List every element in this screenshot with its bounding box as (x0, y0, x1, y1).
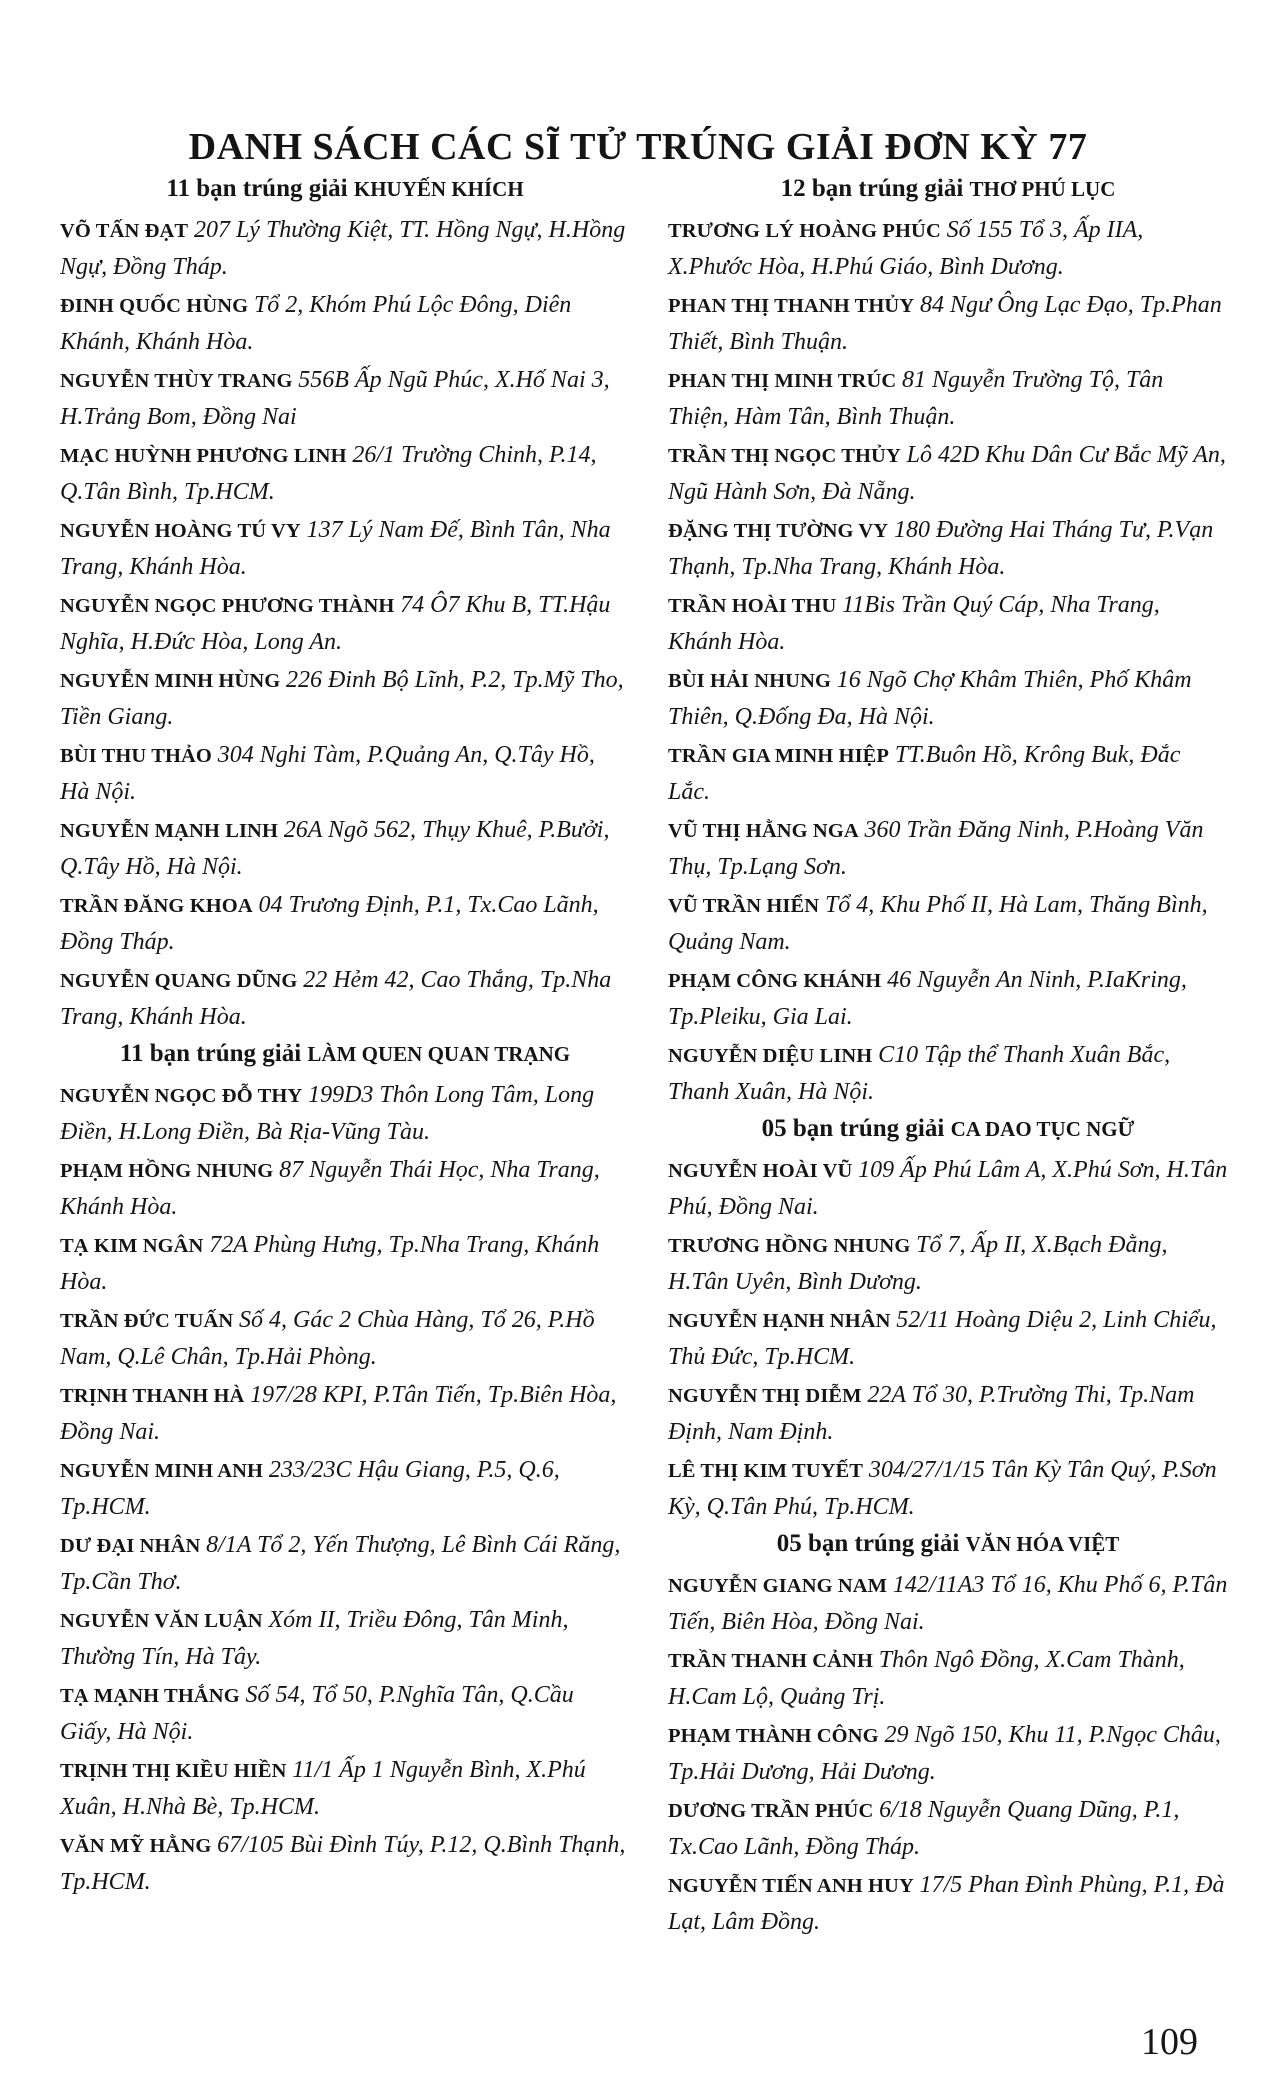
list-item (668, 812, 1228, 885)
section-heading (60, 172, 630, 206)
list-item (668, 1037, 1228, 1110)
winner-name: ĐẶNG THỊ TƯỜNG VY (668, 520, 889, 542)
winner-name: MẠC HUỲNH PHƯƠNG LINH (60, 445, 347, 467)
section-ca-dao-tuc-ngu (668, 1112, 1228, 1525)
list-item (668, 212, 1228, 285)
winner-address: 226 Đinh Bộ Lĩnh, P.2, Tp.Mỹ Tho, Tiền Giang. (60, 667, 624, 730)
winner-address: 72A Phùng Hưng, Tp.Nha Trang, Khánh Hòa. (60, 1232, 600, 1295)
list-item (668, 587, 1228, 660)
winner-name: TRỊNH THỊ KIỀU HIỀN (60, 1760, 287, 1782)
list-item (668, 887, 1228, 960)
winner-address: Số 54, Tổ 50, P.Nghĩa Tân, Q.Cầu Giấy, Hà Nội. (60, 1682, 574, 1745)
list-item (60, 1152, 630, 1225)
winner-name: NGUYỄN TIẾN ANH HUY (668, 1875, 914, 1897)
winner-name: PHAN THỊ MINH TRÚC (668, 370, 897, 392)
list-item (668, 1302, 1228, 1375)
list-item (668, 1377, 1228, 1450)
winner-address: 360 Trần Đăng Ninh, P.Hoàng Văn Thụ, Tp.Lạng Sơn. (668, 817, 1204, 880)
winner-name: NGUYỄN HOÀNG TÚ VY (60, 520, 301, 542)
list-item (60, 1452, 630, 1525)
list-item (60, 287, 630, 360)
list-item (668, 1642, 1228, 1715)
list-item (668, 962, 1228, 1035)
list-item (60, 962, 630, 1035)
list-item (668, 287, 1228, 360)
list-item (668, 1792, 1228, 1865)
winner-name: NGUYỄN MINH HÙNG (60, 670, 281, 692)
winner-name: NGUYỄN DIỆU LINH (668, 1045, 873, 1067)
winner-address: 74 Ô7 Khu B, TT.Hậu Nghĩa, H.Đức Hòa, Long An. (60, 592, 611, 655)
winner-name: PHẠM HỒNG NHUNG (60, 1160, 274, 1182)
winner-address: Xóm II, Triều Đông, Tân Minh, Thường Tín, Hà Tây. (60, 1607, 569, 1670)
heading-count: 12 bạn trúng giải (780, 175, 964, 202)
winner-address: Số 4, Gác 2 Chùa Hàng, Tổ 26, P.Hồ Nam, Q.Lê Chân, Tp.Hải Phòng. (60, 1307, 595, 1370)
list-item (668, 1717, 1228, 1790)
winner-address: 6/18 Nguyễn Quang Dũng, P.1, Tx.Cao Lãnh, Đồng Tháp. (668, 1797, 1180, 1860)
section-heading (668, 1112, 1228, 1146)
winner-name: VÕ TẤN ĐẠT (60, 220, 189, 242)
winner-name: TRƯƠNG HỒNG NHUNG (668, 1235, 911, 1257)
winner-address: 304 Nghi Tàm, P.Quảng An, Q.Tây Hồ, Hà Nội. (60, 742, 595, 805)
winner-address: 142/11A3 Tổ 16, Khu Phố 6, P.Tân Tiến, Biên Hòa, Đồng Nai. (668, 1572, 1228, 1635)
winner-address: C10 Tập thể Thanh Xuân Bắc, Thanh Xuân, Hà Nội. (668, 1042, 1171, 1105)
winner-address: 8/1A Tổ 2, Yến Thượng, Lê Bình Cái Răng, Tp.Cần Thơ. (60, 1532, 621, 1595)
list-item (60, 1827, 630, 1900)
winner-name: BÙI THU THẢO (60, 745, 212, 767)
winner-address: 197/28 KPI, P.Tân Tiến, Tp.Biên Hòa, Đồng Nai. (60, 1382, 617, 1445)
section-heading (668, 172, 1228, 206)
heading-category: CA DAO TỤC NGỮ (950, 1117, 1135, 1141)
list-item (60, 662, 630, 735)
list-item (60, 1302, 630, 1375)
winner-name: NGUYỄN MẠNH LINH (60, 820, 278, 842)
winner-address: 207 Lý Thường Kiệt, TT. Hồng Ngự, H.Hồng Ngự, Đồng Tháp. (60, 217, 626, 280)
winner-address: 04 Trương Định, P.1, Tx.Cao Lãnh, Đồng Tháp. (60, 892, 599, 955)
list-item (60, 437, 630, 510)
winner-address: 52/11 Hoàng Diệu 2, Linh Chiểu, Thủ Đức, Tp.HCM. (668, 1307, 1217, 1370)
winner-name: TẠ MẠNH THẮNG (60, 1685, 240, 1707)
winner-address: 22 Hẻm 42, Cao Thắng, Tp.Nha Trang, Khánh Hòa. (60, 967, 612, 1030)
winner-address: 26A Ngõ 562, Thụy Khuê, P.Bưởi, Q.Tây Hồ, Hà Nội. (60, 817, 610, 880)
heading-category: THƠ PHÚ LỤC (969, 177, 1116, 201)
list-item (60, 1677, 630, 1750)
winner-name: NGUYỄN NGỌC ĐỖ THY (60, 1085, 303, 1107)
right-column (668, 172, 1228, 1942)
winner-name: PHẠM CÔNG KHÁNH (668, 970, 882, 992)
heading-count: 05 bạn trúng giải (761, 1115, 945, 1142)
list-item (668, 362, 1228, 435)
list-item (668, 1867, 1228, 1940)
winner-address: Thôn Ngô Đồng, X.Cam Thành, H.Cam Lộ, Quảng Trị. (668, 1647, 1185, 1710)
winner-name: PHẠM THÀNH CÔNG (668, 1725, 879, 1747)
winner-address: 11Bis Trần Quý Cáp, Nha Trang, Khánh Hòa. (668, 592, 1160, 655)
winner-address: Tổ 7, Ấp II, X.Bạch Đằng, H.Tân Uyên, Bình Dương. (668, 1232, 1168, 1295)
winner-name: NGUYỄN QUANG DŨNG (60, 970, 298, 992)
heading-category: VĂN HÓA VIỆT (965, 1532, 1120, 1556)
winner-name: VŨ THỊ HẰNG NGA (668, 820, 859, 842)
list-item (668, 1152, 1228, 1225)
heading-category: LÀM QUEN QUAN TRẠNG (307, 1042, 571, 1066)
winner-address: 11/1 Ấp 1 Nguyễn Bình, X.Phú Xuân, H.Nhà Bè, Tp.HCM. (60, 1757, 586, 1820)
winner-name: TRẦN ĐỨC TUẤN (60, 1310, 234, 1332)
winner-name: NGUYỄN HOÀI VŨ (668, 1160, 853, 1182)
list-item (60, 1227, 630, 1300)
winner-name: NGUYỄN MINH ANH (60, 1460, 264, 1482)
page-title: DANH SÁCH CÁC SĨ TỬ TRÚNG GIẢI ĐƠN KỲ 77 (188, 126, 1088, 169)
winner-address: 29 Ngõ 150, Khu 11, P.Ngọc Châu, Tp.Hải Dương, Hải Dương. (668, 1722, 1221, 1785)
winner-name: NGUYỄN HẠNH NHÂN (668, 1310, 891, 1332)
winner-name: TRẦN THỊ NGỌC THỦY (668, 445, 901, 467)
winner-address: 17/5 Phan Đình Phùng, P.1, Đà Lạt, Lâm Đồng. (668, 1872, 1225, 1935)
winner-name: TRẦN THANH CẢNH (668, 1650, 873, 1672)
winner-address: 16 Ngõ Chợ Khâm Thiên, Phố Khâm Thiên, Q.Đống Đa, Hà Nội. (668, 667, 1192, 730)
winner-name: NGUYỄN GIANG NAM (668, 1575, 888, 1597)
list-item (60, 737, 630, 810)
winner-address: 556B Ấp Ngũ Phúc, X.Hố Nai 3, H.Trảng Bom, Đồng Nai (60, 367, 610, 430)
list-item (60, 512, 630, 585)
winner-address: 109 Ấp Phú Lâm A, X.Phú Sơn, H.Tân Phú, Đồng Nai. (668, 1157, 1228, 1220)
list-item (60, 587, 630, 660)
winner-address: 199D3 Thôn Long Tâm, Long Điền, H.Long Điền, Bà Rịa-Vũng Tàu. (60, 1082, 595, 1145)
winner-address: 84 Ngư Ông Lạc Đạo, Tp.Phan Thiết, Bình Thuận. (668, 292, 1222, 355)
heading-category: KHUYẾN KHÍCH (353, 177, 524, 201)
winner-address: 304/27/1/15 Tân Kỳ Tân Quý, P.Sơn Kỳ, Q.Tân Phú, Tp.HCM. (668, 1457, 1217, 1520)
page-number: 109 (1141, 2021, 1198, 2063)
section-lam-quen-quan-trang (60, 1037, 630, 1900)
section-heading (668, 1527, 1228, 1561)
winner-name: NGUYỄN THỊ DIỄM (668, 1385, 862, 1407)
winner-address: 22A Tổ 30, P.Trường Thi, Tp.Nam Định, Nam Định. (668, 1382, 1195, 1445)
list-item (60, 212, 630, 285)
winner-name: DƯƠNG TRẦN PHÚC (668, 1800, 874, 1822)
section-van-hoa-viet (668, 1527, 1228, 1940)
winner-address: 137 Lý Nam Đế, Bình Tân, Nha Trang, Khánh Hòa. (60, 517, 611, 580)
winner-address: Tổ 4, Khu Phố II, Hà Lam, Thăng Bình, Quảng Nam. (668, 892, 1208, 955)
winner-address: 233/23C Hậu Giang, P.5, Q.6, Tp.HCM. (60, 1457, 560, 1520)
list-item (60, 1377, 630, 1450)
winner-name: NGUYỄN NGỌC PHƯƠNG THÀNH (60, 595, 395, 617)
heading-count: 05 bạn trúng giải (776, 1530, 960, 1557)
list-item (668, 737, 1228, 810)
list-item (668, 662, 1228, 735)
winner-address: 46 Nguyễn An Ninh, P.IaKring, Tp.Pleiku, Gia Lai. (668, 967, 1187, 1030)
winner-name: TRỊNH THANH HÀ (60, 1385, 245, 1407)
winner-name: ĐINH QUỐC HÙNG (60, 295, 249, 317)
list-item (60, 887, 630, 960)
winner-name: TẠ KIM NGÂN (60, 1235, 204, 1257)
winner-address: 67/105 Bùi Đình Túy, P.12, Q.Bình Thạnh, Tp.HCM. (60, 1832, 626, 1895)
list-item (60, 1752, 630, 1825)
list-item (668, 1567, 1228, 1640)
list-item (60, 1602, 630, 1675)
winner-address: 180 Đường Hai Tháng Tư, P.Vạn Thạnh, Tp.Nha Trang, Khánh Hòa. (668, 517, 1214, 580)
winner-name: VŨ TRẦN HIỂN (668, 895, 820, 917)
list-item (668, 512, 1228, 585)
section-khuyen-khich (60, 172, 630, 1035)
list-item (60, 362, 630, 435)
winner-name: TRẦN HOÀI THU (668, 595, 837, 617)
winner-address: Số 155 Tổ 3, Ấp IIA, X.Phước Hòa, H.Phú Giáo, Bình Dương. (668, 217, 1144, 280)
section-tho-phu-luc (668, 172, 1228, 1110)
winner-name: TRẦN ĐĂNG KHOA (60, 895, 253, 917)
winner-name: TRẦN GIA MINH HIỆP (668, 745, 890, 767)
winner-name: NGUYỄN THÙY TRANG (60, 370, 293, 392)
winner-address: 26/1 Trường Chinh, P.14, Q.Tân Bình, Tp.HCM. (60, 442, 597, 505)
list-item (668, 1452, 1228, 1525)
heading-count: 11 bạn trúng giải (119, 1040, 302, 1067)
left-column (60, 172, 630, 1902)
heading-count: 11 bạn trúng giải (166, 175, 348, 202)
winner-name: PHAN THỊ THANH THỦY (668, 295, 915, 317)
winner-name: BÙI HẢI NHUNG (668, 670, 832, 692)
winner-name: TRƯƠNG LÝ HOÀNG PHÚC (668, 220, 941, 242)
list-item (60, 812, 630, 885)
winner-address: Lô 42D Khu Dân Cư Bắc Mỹ An, Ngũ Hành Sơn, Đà Nẵng. (668, 442, 1226, 505)
winner-name: NGUYỄN VĂN LUẬN (60, 1610, 263, 1632)
list-item (668, 1227, 1228, 1300)
section-heading (60, 1037, 630, 1071)
winner-name: VĂN MỸ HẰNG (60, 1835, 212, 1857)
winner-address: TT.Buôn Hồ, Krông Buk, Đắc Lắc. (668, 742, 1181, 805)
winner-address: 81 Nguyễn Trường Tộ, Tân Thiện, Hàm Tân, Bình Thuận. (668, 367, 1164, 430)
winner-name: DƯ ĐẠI NHÂN (60, 1535, 201, 1557)
winner-name: LÊ THỊ KIM TUYẾT (668, 1460, 864, 1482)
winner-address: Tổ 2, Khóm Phú Lộc Đông, Diên Khánh, Khánh Hòa. (60, 292, 572, 355)
winner-address: 87 Nguyễn Thái Học, Nha Trang, Khánh Hòa. (60, 1157, 600, 1220)
list-item (60, 1077, 630, 1150)
list-item (668, 437, 1228, 510)
list-item (60, 1527, 630, 1600)
